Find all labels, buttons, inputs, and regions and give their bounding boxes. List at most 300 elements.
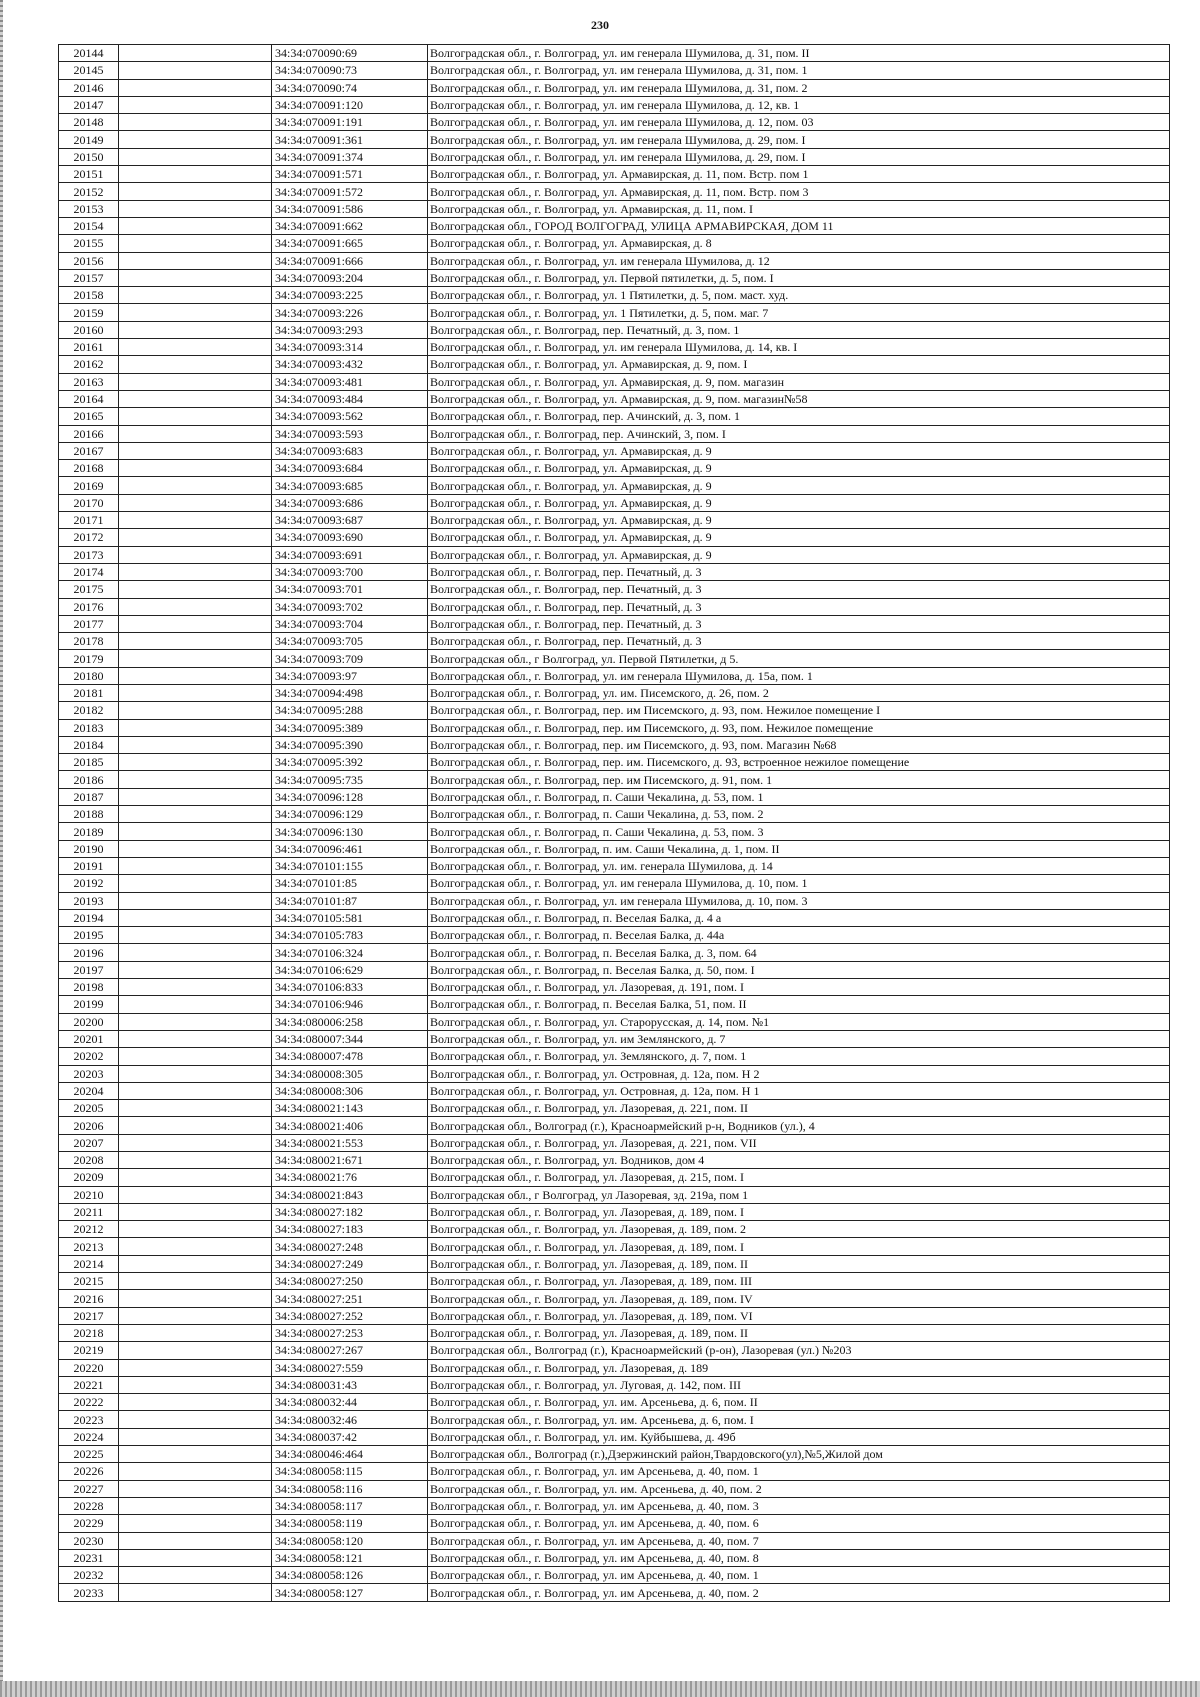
- table-row: [59, 477, 1170, 494]
- table-row: [59, 1082, 1170, 1099]
- address-cell: Волгоградская обл., г. Волгоград, ул. Армавирская, д. 9, пом. I: [428, 356, 1170, 373]
- table-row: [59, 892, 1170, 909]
- table-row: [59, 667, 1170, 684]
- table-row: [59, 460, 1170, 477]
- table-row: [59, 1273, 1170, 1290]
- row-number-cell: 20175: [59, 581, 119, 598]
- table-row: [59, 823, 1170, 840]
- row-number-cell: 20231: [59, 1549, 119, 1566]
- address-cell: Волгоградская обл., г. Волгоград, ул. Первой пятилетки, д. 5, пом. I: [428, 269, 1170, 286]
- row-number-cell: 20219: [59, 1342, 119, 1359]
- cadastral-number-cell: 34:34:070095:735: [272, 771, 428, 788]
- cadastral-number-cell: 34:34:070093:709: [272, 650, 428, 667]
- address-cell: Волгоградская обл., г. Волгоград, пер. Печатный, д. 3, пом. 1: [428, 321, 1170, 338]
- address-cell: Волгоградская обл., г. Волгоград, п. Саши Чекалина, д. 53, пом. 2: [428, 806, 1170, 823]
- empty-cell: [119, 1428, 272, 1445]
- cadastral-number-cell: 34:34:080021:406: [272, 1117, 428, 1134]
- address-cell: Волгоградская обл., г. Волгоград, ул. им Арсеньева, д. 40, пом. 8: [428, 1549, 1170, 1566]
- row-number-cell: 20195: [59, 927, 119, 944]
- table-row: [59, 529, 1170, 546]
- cadastral-number-cell: 34:34:070095:389: [272, 719, 428, 736]
- row-number-cell: 20204: [59, 1082, 119, 1099]
- address-cell: Волгоградская обл., г. Волгоград, ул. им генерала Шумилова, д. 29, пом. I: [428, 148, 1170, 165]
- table-row: [59, 1255, 1170, 1272]
- row-number-cell: 20224: [59, 1428, 119, 1445]
- empty-cell: [119, 598, 272, 615]
- row-number-cell: 20167: [59, 442, 119, 459]
- cadastral-number-cell: 34:34:080058:115: [272, 1463, 428, 1480]
- cadastral-number-cell: 34:34:080027:559: [272, 1359, 428, 1376]
- empty-cell: [119, 1324, 272, 1341]
- address-cell: Волгоградская обл., г. Волгоград, ул. Армавирская, д. 8: [428, 235, 1170, 252]
- row-number-cell: 20196: [59, 944, 119, 961]
- row-number-cell: 20214: [59, 1255, 119, 1272]
- row-number-cell: 20161: [59, 339, 119, 356]
- address-cell: Волгоградская обл., г. Волгоград, ул. им генерала Шумилова, д. 15а, пом. 1: [428, 667, 1170, 684]
- table-row: [59, 633, 1170, 650]
- table-row: [59, 1203, 1170, 1220]
- table-row: [59, 615, 1170, 632]
- cadastral-number-cell: 34:34:070106:833: [272, 979, 428, 996]
- row-number-cell: 20207: [59, 1134, 119, 1151]
- cadastral-number-cell: 34:34:070091:120: [272, 96, 428, 113]
- empty-cell: [119, 1567, 272, 1584]
- row-number-cell: 20228: [59, 1497, 119, 1514]
- register-body: [59, 45, 1170, 1602]
- address-cell: Волгоградская обл., г. Волгоград, ул. Лазоревая, д. 189, пом. I: [428, 1238, 1170, 1255]
- address-cell: Волгоградская обл., г. Волгоград, ул. Армавирская, д. 9, пом. магазин: [428, 373, 1170, 390]
- empty-cell: [119, 806, 272, 823]
- table-row: [59, 356, 1170, 373]
- empty-cell: [119, 1411, 272, 1428]
- empty-cell: [119, 494, 272, 511]
- table-row: [59, 1030, 1170, 1047]
- address-cell: Волгоградская обл., г. Волгоград, ул. им генерала Шумилова, д. 12, пом. 03: [428, 114, 1170, 131]
- row-number-cell: 20169: [59, 477, 119, 494]
- cadastral-number-cell: 34:34:070101:87: [272, 892, 428, 909]
- empty-cell: [119, 1013, 272, 1030]
- cadastral-number-cell: 34:34:080007:478: [272, 1048, 428, 1065]
- cadastral-number-cell: 34:34:070091:374: [272, 148, 428, 165]
- table-row: [59, 373, 1170, 390]
- row-number-cell: 20182: [59, 702, 119, 719]
- table-row: [59, 754, 1170, 771]
- row-number-cell: 20194: [59, 909, 119, 926]
- table-row: [59, 1100, 1170, 1117]
- row-number-cell: 20171: [59, 512, 119, 529]
- row-number-cell: 20178: [59, 633, 119, 650]
- table-row: [59, 1065, 1170, 1082]
- row-number-cell: 20233: [59, 1584, 119, 1601]
- empty-cell: [119, 235, 272, 252]
- row-number-cell: 20193: [59, 892, 119, 909]
- table-row: [59, 788, 1170, 805]
- row-number-cell: 20205: [59, 1100, 119, 1117]
- address-cell: Волгоградская обл., г. Волгоград, ул. 1 Пятилетки, д. 5, пом. маг. 7: [428, 304, 1170, 321]
- cadastral-number-cell: 34:34:080027:248: [272, 1238, 428, 1255]
- empty-cell: [119, 1186, 272, 1203]
- address-cell: Волгоградская обл., г. Волгоград, ул. им. генерала Шумилова, д. 14: [428, 857, 1170, 874]
- cadastral-number-cell: 34:34:080027:183: [272, 1221, 428, 1238]
- cadastral-number-cell: 34:34:080058:120: [272, 1532, 428, 1549]
- address-cell: Волгоградская обл., г. Волгоград, ул. Лазоревая, д. 189, пом. III: [428, 1273, 1170, 1290]
- cadastral-number-cell: 34:34:070093:687: [272, 512, 428, 529]
- table-row: [59, 62, 1170, 79]
- table-row: [59, 1013, 1170, 1030]
- empty-cell: [119, 1255, 272, 1272]
- table-row: [59, 684, 1170, 701]
- table-row: [59, 927, 1170, 944]
- address-cell: Волгоградская обл., Волгоград (г.), Красноармейский р-н, Водников (ул.), 4: [428, 1117, 1170, 1134]
- row-number-cell: 20226: [59, 1463, 119, 1480]
- table-row: [59, 771, 1170, 788]
- address-cell: Волгоградская обл., г. Волгоград, ул. им генерала Шумилова, д. 31, пом. II: [428, 45, 1170, 62]
- table-row: [59, 200, 1170, 217]
- cadastral-number-cell: 34:34:080027:267: [272, 1342, 428, 1359]
- cadastral-number-cell: 34:34:070091:666: [272, 252, 428, 269]
- address-cell: Волгоградская обл., г. Волгоград, п. Веселая Балка, д. 44а: [428, 927, 1170, 944]
- address-cell: Волгоградская обл., г. Волгоград, ул. Островная, д. 12а, пом. Н 1: [428, 1082, 1170, 1099]
- row-number-cell: 20209: [59, 1169, 119, 1186]
- address-cell: Волгоградская обл., г. Волгоград, ул. Армавирская, д. 9: [428, 477, 1170, 494]
- cadastral-number-cell: 34:34:080027:182: [272, 1203, 428, 1220]
- table-row: [59, 1117, 1170, 1134]
- address-cell: Волгоградская обл., г. Волгоград, ул. им генерала Шумилова, д. 10, пом. 3: [428, 892, 1170, 909]
- empty-cell: [119, 200, 272, 217]
- row-number-cell: 20190: [59, 840, 119, 857]
- page-number: 230: [591, 18, 609, 32]
- empty-cell: [119, 754, 272, 771]
- row-number-cell: 20222: [59, 1394, 119, 1411]
- address-cell: Волгоградская обл., г. Волгоград, пер. Печатный, д. 3: [428, 633, 1170, 650]
- empty-cell: [119, 45, 272, 62]
- address-cell: Волгоградская обл., г. Волгоград, ул. им генерала Шумилова, д. 12: [428, 252, 1170, 269]
- row-number-cell: 20158: [59, 287, 119, 304]
- cadastral-number-cell: 34:34:070093:484: [272, 390, 428, 407]
- empty-cell: [119, 1446, 272, 1463]
- address-cell: Волгоградская обл., г. Волгоград, ул. им Землянского, д. 7: [428, 1030, 1170, 1047]
- table-row: [59, 408, 1170, 425]
- cadastral-number-cell: 34:34:070101:85: [272, 875, 428, 892]
- address-cell: Волгоградская обл., г. Волгоград, ул. Армавирская, д. 11, пом. I: [428, 200, 1170, 217]
- row-number-cell: 20217: [59, 1307, 119, 1324]
- empty-cell: [119, 840, 272, 857]
- row-number-cell: 20183: [59, 719, 119, 736]
- table-row: [59, 1186, 1170, 1203]
- row-number-cell: 20192: [59, 875, 119, 892]
- empty-cell: [119, 1584, 272, 1601]
- empty-cell: [119, 1117, 272, 1134]
- empty-cell: [119, 1048, 272, 1065]
- row-number-cell: 20151: [59, 166, 119, 183]
- empty-cell: [119, 1463, 272, 1480]
- row-number-cell: 20149: [59, 131, 119, 148]
- address-cell: Волгоградская обл., г. Волгоград, ул. Армавирская, д. 11, пом. Встр. пом 1: [428, 166, 1170, 183]
- cadastral-number-cell: 34:34:070093:225: [272, 287, 428, 304]
- empty-cell: [119, 788, 272, 805]
- address-cell: Волгоградская обл., г. Волгоград, ул. им. Писемского, д. 26, пом. 2: [428, 684, 1170, 701]
- table-row: [59, 339, 1170, 356]
- empty-cell: [119, 684, 272, 701]
- table-row: [59, 1376, 1170, 1393]
- empty-cell: [119, 563, 272, 580]
- table-row: [59, 494, 1170, 511]
- cadastral-number-cell: 34:34:070093:97: [272, 667, 428, 684]
- row-number-cell: 20223: [59, 1411, 119, 1428]
- table-row: [59, 1584, 1170, 1601]
- empty-cell: [119, 857, 272, 874]
- address-cell: Волгоградская обл., г. Волгоград, ул. им генерала Шумилова, д. 29, пом. I: [428, 131, 1170, 148]
- table-row: [59, 1048, 1170, 1065]
- table-row: [59, 546, 1170, 563]
- empty-cell: [119, 1152, 272, 1169]
- table-row: [59, 45, 1170, 62]
- table-row: [59, 1221, 1170, 1238]
- scan-edge-left: [0, 0, 3, 1697]
- row-number-cell: 20208: [59, 1152, 119, 1169]
- empty-cell: [119, 1549, 272, 1566]
- empty-cell: [119, 217, 272, 234]
- cadastral-number-cell: 34:34:080037:42: [272, 1428, 428, 1445]
- table-row: [59, 1515, 1170, 1532]
- empty-cell: [119, 996, 272, 1013]
- table-row: [59, 1169, 1170, 1186]
- row-number-cell: 20147: [59, 96, 119, 113]
- address-cell: Волгоградская обл., ГОРОД ВОЛГОГРАД, УЛИЦА АРМАВИРСКАЯ, ДОМ 11: [428, 217, 1170, 234]
- empty-cell: [119, 79, 272, 96]
- address-cell: Волгоградская обл., г. Волгоград, ул. Лазоревая, д. 189, пом. IV: [428, 1290, 1170, 1307]
- cadastral-number-cell: 34:34:080021:76: [272, 1169, 428, 1186]
- row-number-cell: 20174: [59, 563, 119, 580]
- table-row: [59, 996, 1170, 1013]
- empty-cell: [119, 650, 272, 667]
- row-number-cell: 20215: [59, 1273, 119, 1290]
- empty-cell: [119, 442, 272, 459]
- cadastral-number-cell: 34:34:070091:361: [272, 131, 428, 148]
- row-number-cell: 20162: [59, 356, 119, 373]
- empty-cell: [119, 875, 272, 892]
- table-row: [59, 304, 1170, 321]
- cadastral-number-cell: 34:34:070094:498: [272, 684, 428, 701]
- row-number-cell: 20187: [59, 788, 119, 805]
- cadastral-number-cell: 34:34:070091:572: [272, 183, 428, 200]
- table-row: [59, 1497, 1170, 1514]
- cadastral-number-cell: 34:34:070091:586: [272, 200, 428, 217]
- table-row: [59, 114, 1170, 131]
- cadastral-number-cell: 34:34:070093:226: [272, 304, 428, 321]
- cadastral-number-cell: 34:34:070091:571: [272, 166, 428, 183]
- empty-cell: [119, 339, 272, 356]
- table-row: [59, 390, 1170, 407]
- address-cell: Волгоградская обл., г. Волгоград, ул. Армавирская, д. 9: [428, 546, 1170, 563]
- table-row: [59, 131, 1170, 148]
- empty-cell: [119, 633, 272, 650]
- empty-cell: [119, 546, 272, 563]
- empty-cell: [119, 356, 272, 373]
- address-cell: Волгоградская обл., г. Волгоград, ул. Лазоревая, д. 215, пом. I: [428, 1169, 1170, 1186]
- row-number-cell: 20186: [59, 771, 119, 788]
- row-number-cell: 20166: [59, 425, 119, 442]
- address-cell: Волгоградская обл., г. Волгоград, ул. Лазоревая, д. 189, пом. VI: [428, 1307, 1170, 1324]
- cadastral-number-cell: 34:34:080021:553: [272, 1134, 428, 1151]
- address-cell: Волгоградская обл., г. Волгоград, ул. Армавирская, д. 9: [428, 460, 1170, 477]
- empty-cell: [119, 823, 272, 840]
- cadastral-number-cell: 34:34:080027:250: [272, 1273, 428, 1290]
- address-cell: Волгоградская обл., г. Волгоград, ул. им генерала Шумилова, д. 14, кв. I: [428, 339, 1170, 356]
- address-cell: Волгоградская обл., г. Волгоград, ул. им генерала Шумилова, д. 12, кв. 1: [428, 96, 1170, 113]
- cadastral-number-cell: 34:34:070106:324: [272, 944, 428, 961]
- address-cell: Волгоградская обл., г. Волгоград, ул. им Арсеньева, д. 40, пом. 6: [428, 1515, 1170, 1532]
- row-number-cell: 20177: [59, 615, 119, 632]
- empty-cell: [119, 719, 272, 736]
- cadastral-number-cell: 34:34:080058:117: [272, 1497, 428, 1514]
- row-number-cell: 20185: [59, 754, 119, 771]
- empty-cell: [119, 304, 272, 321]
- cadastral-number-cell: 34:34:080058:121: [272, 1549, 428, 1566]
- cadastral-number-cell: 34:34:070093:702: [272, 598, 428, 615]
- cadastral-number-cell: 34:34:070093:705: [272, 633, 428, 650]
- cadastral-number-cell: 34:34:080031:43: [272, 1376, 428, 1393]
- table-row: [59, 1238, 1170, 1255]
- table-row: [59, 650, 1170, 667]
- table-row: [59, 1446, 1170, 1463]
- cadastral-number-cell: 34:34:080058:126: [272, 1567, 428, 1584]
- address-cell: Волгоградская обл., г. Волгоград, ул. Армавирская, д. 9, пом. магазин№58: [428, 390, 1170, 407]
- address-cell: Волгоградская обл., г. Волгоград, ул. им генерала Шумилова, д. 31, пом. 1: [428, 62, 1170, 79]
- empty-cell: [119, 1376, 272, 1393]
- address-cell: Волгоградская обл., г. Волгоград, п. Саши Чекалина, д. 53, пом. 1: [428, 788, 1170, 805]
- cadastral-number-cell: 34:34:080006:258: [272, 1013, 428, 1030]
- row-number-cell: 20210: [59, 1186, 119, 1203]
- address-cell: Волгоградская обл., г. Волгоград, пер. Ачинский, д. 3, пом. 1: [428, 408, 1170, 425]
- address-cell: Волгоградская обл., г. Волгоград, пер. им Писемского, д. 91, пом. 1: [428, 771, 1170, 788]
- empty-cell: [119, 1030, 272, 1047]
- empty-cell: [119, 287, 272, 304]
- row-number-cell: 20144: [59, 45, 119, 62]
- row-number-cell: 20218: [59, 1324, 119, 1341]
- empty-cell: [119, 961, 272, 978]
- row-number-cell: 20229: [59, 1515, 119, 1532]
- row-number-cell: 20168: [59, 460, 119, 477]
- cadastral-number-cell: 34:34:070095:288: [272, 702, 428, 719]
- empty-cell: [119, 581, 272, 598]
- address-cell: Волгоградская обл., г. Волгоград, ул. им. Арсеньева, д. 6, пом. I: [428, 1411, 1170, 1428]
- row-number-cell: 20155: [59, 235, 119, 252]
- table-row: [59, 909, 1170, 926]
- table-row: [59, 269, 1170, 286]
- cadastral-number-cell: 34:34:080046:464: [272, 1446, 428, 1463]
- empty-cell: [119, 62, 272, 79]
- address-cell: Волгоградская обл., г. Волгоград, ул. Землянского, д. 7, пом. 1: [428, 1048, 1170, 1065]
- empty-cell: [119, 252, 272, 269]
- address-cell: Волгоградская обл., г. Волгоград, ул. Лазоревая, д. 221, пом. II: [428, 1100, 1170, 1117]
- empty-cell: [119, 373, 272, 390]
- row-number-cell: 20197: [59, 961, 119, 978]
- table-row: [59, 166, 1170, 183]
- table-row: [59, 1134, 1170, 1151]
- empty-cell: [119, 460, 272, 477]
- empty-cell: [119, 979, 272, 996]
- cadastral-number-cell: 34:34:080032:44: [272, 1394, 428, 1411]
- cadastral-number-cell: 34:34:070090:69: [272, 45, 428, 62]
- address-cell: Волгоградская обл., г. Волгоград, пер. им Писемского, д. 93, пом. Нежилое помещение I: [428, 702, 1170, 719]
- address-cell: Волгоградская обл., г. Волгоград, пер. Печатный, д. 3: [428, 581, 1170, 598]
- cadastral-number-cell: 34:34:080021:843: [272, 1186, 428, 1203]
- empty-cell: [119, 1273, 272, 1290]
- row-number-cell: 20156: [59, 252, 119, 269]
- cadastral-number-cell: 34:34:080058:127: [272, 1584, 428, 1601]
- cadastral-number-cell: 34:34:070093:204: [272, 269, 428, 286]
- address-cell: Волгоградская обл., г. Волгоград, ул. 1 Пятилетки, д. 5, пом. маст. худ.: [428, 287, 1170, 304]
- cadastral-number-cell: 34:34:070093:432: [272, 356, 428, 373]
- address-cell: Волгоградская обл., г. Волгоград, ул. им Арсеньева, д. 40, пом. 1: [428, 1567, 1170, 1584]
- row-number-cell: 20230: [59, 1532, 119, 1549]
- cadastral-number-cell: 34:34:080008:305: [272, 1065, 428, 1082]
- empty-cell: [119, 390, 272, 407]
- table-row: [59, 1428, 1170, 1445]
- row-number-cell: 20148: [59, 114, 119, 131]
- address-cell: Волгоградская обл., г. Волгоград, ул. Армавирская, д. 9: [428, 494, 1170, 511]
- address-cell: Волгоградская обл., г. Волгоград, ул. им. Арсеньева, д. 6, пом. II: [428, 1394, 1170, 1411]
- cadastral-number-cell: 34:34:070101:155: [272, 857, 428, 874]
- empty-cell: [119, 1480, 272, 1497]
- cadastral-number-cell: 34:34:070093:593: [272, 425, 428, 442]
- row-number-cell: 20198: [59, 979, 119, 996]
- address-cell: Волгоградская обл., г. Волгоград, ул. Лазоревая, д. 189, пом. 2: [428, 1221, 1170, 1238]
- table-row: [59, 321, 1170, 338]
- row-number-cell: 20213: [59, 1238, 119, 1255]
- address-cell: Волгоградская обл., г. Волгоград, ул. Лазоревая, д. 189, пом. I: [428, 1203, 1170, 1220]
- empty-cell: [119, 1290, 272, 1307]
- row-number-cell: 20184: [59, 736, 119, 753]
- table-row: [59, 1324, 1170, 1341]
- empty-cell: [119, 1342, 272, 1359]
- row-number-cell: 20152: [59, 183, 119, 200]
- row-number-cell: 20188: [59, 806, 119, 823]
- table-row: [59, 979, 1170, 996]
- row-number-cell: 20203: [59, 1065, 119, 1082]
- empty-cell: [119, 114, 272, 131]
- row-number-cell: 20189: [59, 823, 119, 840]
- cadastral-number-cell: 34:34:080027:249: [272, 1255, 428, 1272]
- empty-cell: [119, 477, 272, 494]
- address-cell: Волгоградская обл., г. Волгоград, ул. Лазоревая, д. 189, пом. II: [428, 1324, 1170, 1341]
- row-number-cell: 20221: [59, 1376, 119, 1393]
- cadastral-number-cell: 34:34:070091:665: [272, 235, 428, 252]
- table-row: [59, 944, 1170, 961]
- table-row: [59, 252, 1170, 269]
- empty-cell: [119, 131, 272, 148]
- cadastral-number-cell: 34:34:080021:671: [272, 1152, 428, 1169]
- row-number-cell: 20216: [59, 1290, 119, 1307]
- empty-cell: [119, 1082, 272, 1099]
- cadastral-number-cell: 34:34:070093:685: [272, 477, 428, 494]
- row-number-cell: 20180: [59, 667, 119, 684]
- address-cell: Волгоградская обл., г. Волгоград, пер. Печатный, д. 3: [428, 598, 1170, 615]
- address-cell: Волгоградская обл., г. Волгоград, ул. им Арсеньева, д. 40, пом. 7: [428, 1532, 1170, 1549]
- empty-cell: [119, 183, 272, 200]
- address-cell: Волгоградская обл., г. Волгоград, ул. Армавирская, д. 9: [428, 529, 1170, 546]
- row-number-cell: 20159: [59, 304, 119, 321]
- table-row: [59, 563, 1170, 580]
- cadastral-number-cell: 34:34:070093:562: [272, 408, 428, 425]
- empty-cell: [119, 1515, 272, 1532]
- row-number-cell: 20160: [59, 321, 119, 338]
- table-row: [59, 1532, 1170, 1549]
- cadastral-number-cell: 34:34:070093:690: [272, 529, 428, 546]
- cadastral-number-cell: 34:34:070105:581: [272, 909, 428, 926]
- row-number-cell: 20179: [59, 650, 119, 667]
